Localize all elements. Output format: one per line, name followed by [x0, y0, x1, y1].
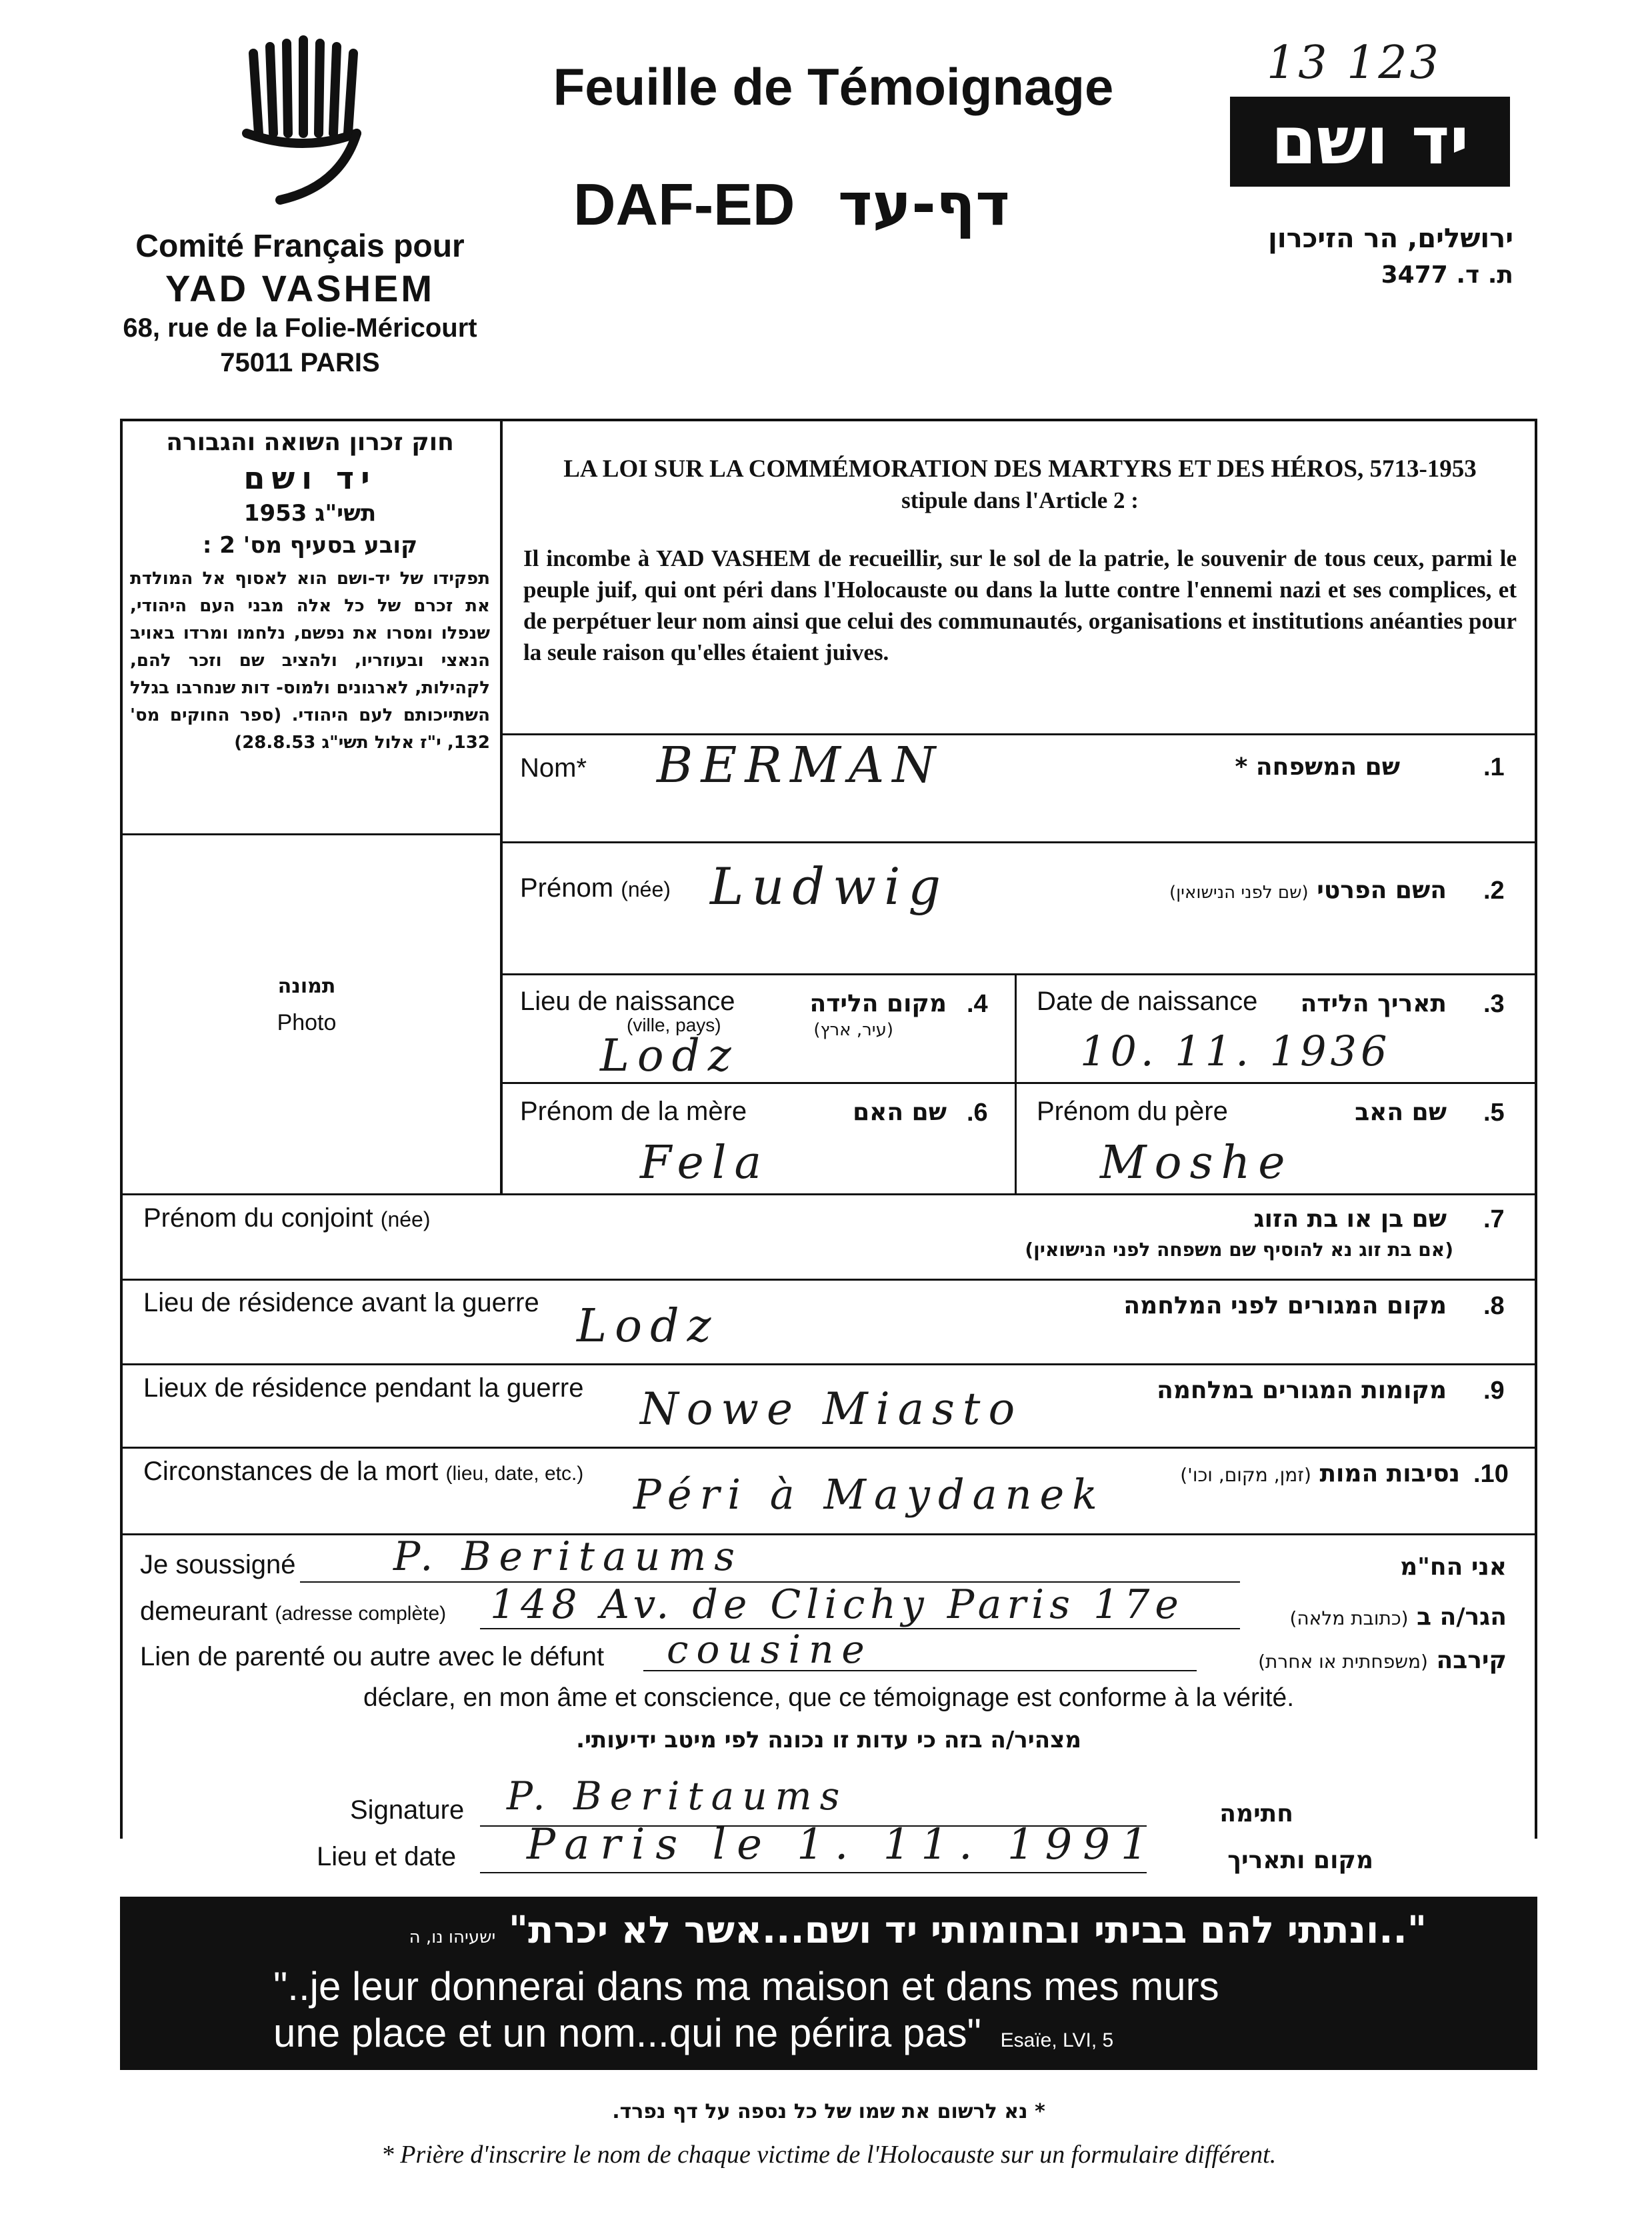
- lieu-naissance-label: Lieu de naissance: [520, 987, 735, 1016]
- lieu-naissance-sub: (ville, pays): [627, 1015, 721, 1035]
- date-naissance-label: Date de naissance: [1037, 987, 1258, 1016]
- soussigne-hebrew: אני הח"מ: [1400, 1553, 1507, 1581]
- committee-line4: 75011 PARIS: [220, 348, 380, 377]
- menorah-logo: [240, 33, 367, 220]
- demeurant-hebrew-sub: (כתובת מלאה): [1289, 1607, 1409, 1629]
- lieu-naissance-value[interactable]: Lodz: [600, 1030, 739, 1081]
- field-num-5: .5: [1483, 1099, 1505, 1127]
- conjoint-hebrew-sub: (אם בת זוג נא להוסיף שם משפחה לפני הנישואין): [1025, 1239, 1453, 1261]
- demeurant-hebrew-text: הגר/ה ב: [1417, 1603, 1507, 1631]
- lien-parente-hebrew-sub: (משפחתית או אחרת): [1258, 1651, 1428, 1673]
- signature-value[interactable]: P. Beritaums: [507, 1773, 848, 1819]
- quote-banner: [120, 1897, 1537, 2070]
- lien-parente-hebrew: [1207, 1647, 1507, 1674]
- law-hebrew-line3: תשי"ג 1953: [243, 500, 377, 527]
- banner-hebrew-text: "..ונתתי להם בביתי ובחומותי יד ושם...אשר לא יכרת": [508, 1909, 1427, 1952]
- daf-ed-latin: DAF-ED: [573, 171, 795, 237]
- circonstances-value[interactable]: Péri à Maydanek: [633, 1470, 1105, 1519]
- prenom-label: [520, 873, 671, 903]
- prenom-label-sub: (née): [621, 877, 671, 901]
- lieu-date-hebrew: מקום ותאריך: [1227, 1847, 1373, 1874]
- yad-vashem-address2: ת. ד. 3477: [1381, 261, 1513, 289]
- conjoint-label-text: Prénom du conjoint: [143, 1203, 373, 1233]
- law-french-block: [523, 453, 1517, 668]
- conjoint-label: [143, 1203, 430, 1233]
- soussigne-value[interactable]: P. Beritaums: [393, 1533, 743, 1580]
- field-num-9: .9: [1483, 1377, 1505, 1405]
- prenom-pere-hebrew: שם האב: [1355, 1099, 1447, 1126]
- committee-line3: 68, rue de la Folie-Méricourt: [123, 313, 477, 343]
- law-hebrew-line4: קובע בסעיף מס' 2 :: [202, 532, 418, 559]
- field-num-1: .1: [1483, 753, 1505, 781]
- law-french-subtitle: stipule dans l'Article 2 :: [901, 487, 1139, 513]
- prenom-mere-hebrew: שם האם: [853, 1099, 947, 1126]
- lieu-naissance-hebrew: מקום הלידה: [809, 990, 947, 1017]
- law-hebrew-line2: יד ושם: [243, 460, 377, 496]
- circonstances-hebrew: [1067, 1460, 1460, 1487]
- demeurant-label-sub: (adresse complète): [275, 1603, 447, 1625]
- banner-fr-line1: "..je leur donnerai dans ma maison et dans mes murs: [273, 1964, 1219, 2009]
- signature-hebrew: חתימה: [1219, 1800, 1293, 1827]
- photo-label: Photo: [277, 1010, 337, 1035]
- demeurant-hebrew: [1247, 1603, 1507, 1631]
- daf-ed-title: [573, 170, 1107, 239]
- yad-vashem-address1: ירושלים, הר הזיכרון: [1268, 223, 1513, 254]
- stamp-number: 13 123: [1267, 37, 1441, 89]
- demeurant-label-text: demeurant: [140, 1597, 268, 1626]
- signature-label: Signature: [350, 1795, 465, 1825]
- law-french-title: LA LOI SUR LA COMMÉMORATION DES MARTYRS ET DES HÉROS, 5713-1953: [563, 455, 1477, 483]
- prenom-hebrew-text: השם הפרטי: [1317, 877, 1447, 904]
- declaration-fr: déclare, en mon âme et conscience, que ce témoignage est conforme à la vérité.: [363, 1683, 1295, 1712]
- field-num-3: .3: [1483, 990, 1505, 1018]
- lien-parente-value[interactable]: cousine: [667, 1627, 873, 1672]
- prenom-mere-value[interactable]: Fela: [640, 1137, 769, 1189]
- circonstances-hebrew-text: נסיבות המות: [1319, 1460, 1460, 1487]
- conjoint-label-sub: (née): [380, 1207, 431, 1231]
- field-num-10: .10: [1473, 1460, 1509, 1488]
- photo-hebrew: תמונה: [277, 975, 336, 998]
- banner-hebrew-ref: ישעיהו נו, ה: [409, 1927, 496, 1947]
- circonstances-label-sub: (lieu, date, etc.): [445, 1463, 584, 1485]
- residence-avant-hebrew: מקום המגורים לפני המלחמה: [1123, 1292, 1447, 1319]
- committee-line2: YAD VASHEM: [165, 267, 435, 309]
- prenom-pere-label: Prénom du père: [1037, 1097, 1228, 1126]
- residence-pendant-hebrew: מקומות המגורים במלחמה: [1157, 1377, 1447, 1404]
- law-hebrew-block: [130, 427, 490, 757]
- circonstances-label-text: Circonstances de la mort: [143, 1457, 439, 1486]
- residence-avant-value[interactable]: Lodz: [577, 1300, 719, 1353]
- nom-value[interactable]: BERMAN: [657, 737, 944, 794]
- lien-parente-label: Lien de parenté ou autre avec le défunt: [140, 1642, 605, 1671]
- nom-hebrew: שם המשפחה *: [1235, 753, 1400, 781]
- circonstances-label: [143, 1457, 583, 1487]
- yad-vashem-logo: [1230, 97, 1510, 187]
- footer-hebrew: * נא לרשום את שמו של כל נספה על דף נפרד.: [612, 2100, 1045, 2123]
- declaration-he: מצהיר/ה בזה כי עדות זו נכונה לפי מיטב ידיעותי.: [576, 1727, 1081, 1753]
- residence-avant-label: Lieu de résidence avant la guerre: [143, 1288, 539, 1317]
- circonstances-hebrew-sub: (זמן, מקום, וכו'): [1180, 1464, 1311, 1486]
- banner-fr-ref: Esaïe, LVI, 5: [1000, 2029, 1114, 2051]
- field-num-7: .7: [1483, 1205, 1505, 1233]
- law-french-body: Il incombe à YAD VASHEM de recueillir, sur le sol de la patrie, le souvenir de tous ceux, parmi le peuple juif, qui ont péri dans l'Holocauste ou dans la lutte contre l'ennemi nazi et ses complices, et de perpétuer leur nom ainsi que celui des communautés, organisations et institutions anéanties pour la seule raison qu'elles étaient juives.: [523, 545, 1517, 665]
- law-hebrew-line1: חוק זכרון השואה והגבורה: [166, 429, 454, 456]
- prenom-hebrew: [1013, 877, 1447, 904]
- lieu-naissance-hebrew-sub: (עיר, ארץ): [813, 1020, 893, 1040]
- date-naissance-value[interactable]: 10. 11. 1936: [1080, 1027, 1391, 1075]
- demeurant-value[interactable]: 148 Av. de Clichy Paris 17e: [490, 1581, 1184, 1628]
- committee-block: [113, 227, 487, 380]
- lieu-date-value[interactable]: Paris le 1. 11. 1991: [527, 1820, 1159, 1869]
- residence-pendant-value[interactable]: Nowe Miasto: [640, 1383, 1023, 1435]
- prenom-mere-label: Prénom de la mère: [520, 1097, 747, 1126]
- footer-french: * Prière d'inscrire le nom de chaque victime de l'Holocauste sur un formulaire différent.: [381, 2141, 1277, 2169]
- field-num-8: .8: [1483, 1292, 1505, 1320]
- daf-ed-hebrew: דף-עד: [837, 170, 1010, 239]
- yad-vashem-logo-text: יד ושם: [1271, 103, 1469, 179]
- banner-fr-line2-text: une place et un nom...qui ne périra pas": [273, 2011, 981, 2055]
- residence-pendant-label: Lieux de résidence pendant la guerre: [143, 1373, 584, 1403]
- page-title: Feuille de Témoignage: [553, 57, 1114, 116]
- demeurant-label: [140, 1597, 446, 1627]
- nom-label: Nom*: [520, 753, 587, 783]
- lien-parente-hebrew-text: קירבה: [1436, 1647, 1507, 1674]
- committee-line1: Comité Français pour: [135, 229, 465, 264]
- prenom-label-text: Prénom: [520, 873, 614, 903]
- banner-fr-line2: [273, 2010, 1113, 2056]
- field-num-6: .6: [967, 1099, 988, 1127]
- conjoint-hebrew: שם בן או בת הזוג: [1253, 1205, 1447, 1233]
- lieu-date-label: Lieu et date: [317, 1842, 457, 1871]
- date-naissance-hebrew: תאריך הלידה: [1300, 990, 1447, 1017]
- field-num-4: .4: [967, 990, 988, 1018]
- banner-hebrew: [120, 1909, 1427, 1952]
- soussigne-label: Je soussigné: [140, 1550, 296, 1579]
- prenom-pere-value[interactable]: Moshe: [1100, 1137, 1293, 1189]
- field-num-2: .2: [1483, 877, 1505, 905]
- prenom-hebrew-sub: (שם לפני הנישואין): [1169, 883, 1309, 903]
- law-hebrew-body: תפקידו של יד-ושם הוא לאסוף אל המולדת את זכרם של כל אלה מבני העם היהודי, שנפלו ומסרו את נפשם, נלחמו ומרדו באויב הנאצי ובעוזריו, ולהציב שם וזכר להם, לקהילות, לארגונים ולמוס- דות שנחרבו בגלל השתייכותם לעם היהודי. (ספר החוקים מס' 132, י"ז אלול תשי"ג 28.8.53): [130, 569, 490, 753]
- prenom-value[interactable]: Ludwig: [710, 857, 949, 916]
